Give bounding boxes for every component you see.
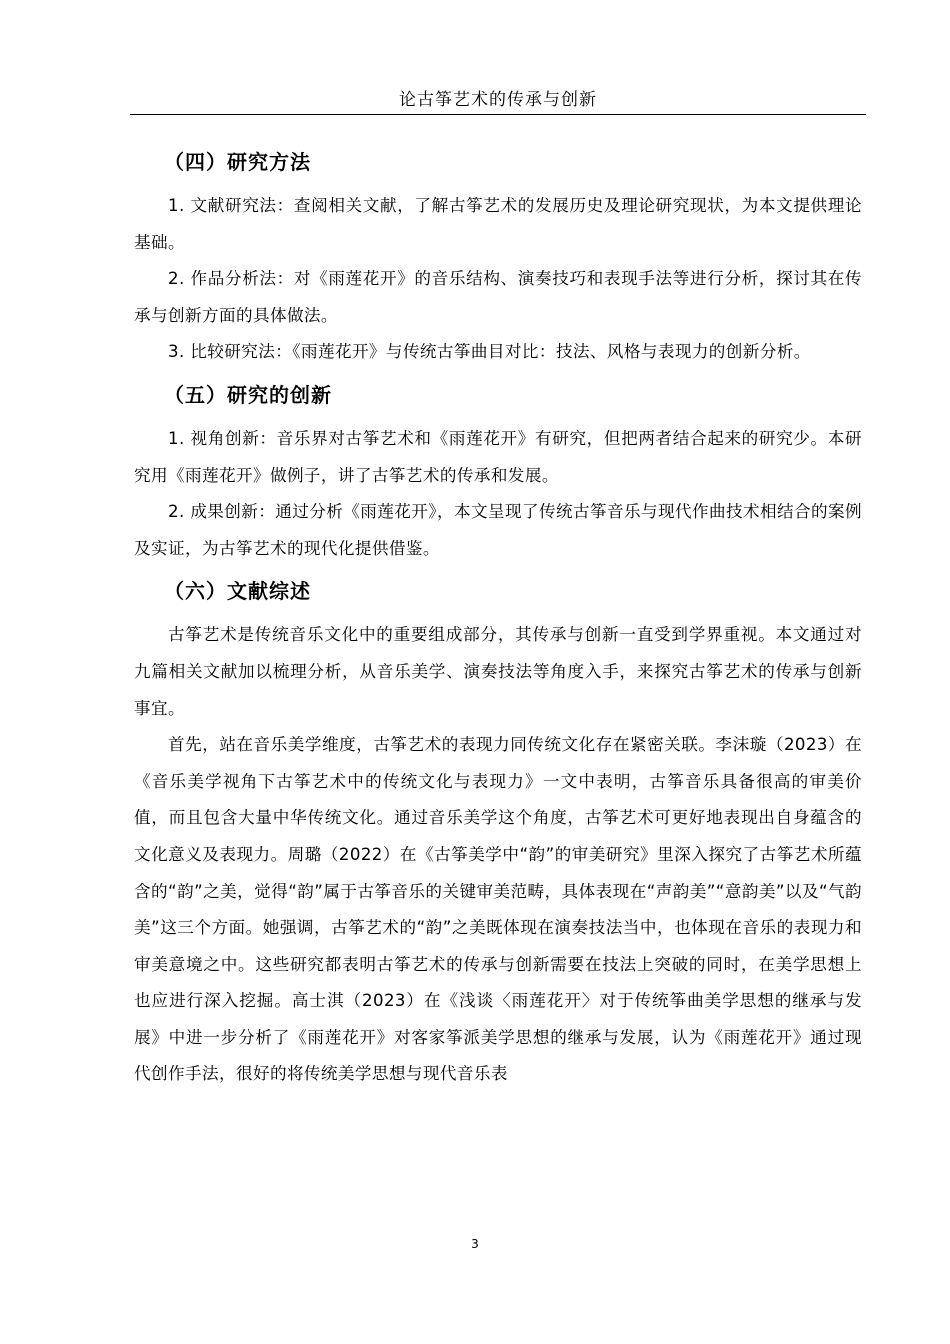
paragraph-perspective-innovation: 1. 视角创新：音乐界对古筝艺术和《雨莲花开》有研究，但把两者结合起来的研究少。本研究用《雨莲花开》做例子，讲了古筝艺术的传承和发展。	[134, 428, 862, 485]
section-heading-innovation: （五）研究的创新	[164, 382, 332, 407]
running-header-title: 论古筝艺术的传承与创新	[399, 90, 597, 110]
paragraph-literature-method: 1. 文献研究法：查阅相关文献，了解古筝艺术的发展历史及理论研究现状，为本文提供理论基础。	[134, 196, 862, 252]
paragraph-outcome-innovation: 2. 成果创新：通过分析《雨莲花开》，本文呈现了传统古筝音乐与现代作曲技术相结合的案例及实证，为古筝艺术的现代化提供借鉴。	[134, 502, 862, 558]
paragraph-review-intro: 古筝艺术是传统音乐文化中的重要组成部分，其传承与创新一直受到学界重视。本文通过对九篇相关文献加以梳理分析，从音乐美学、演奏技法等角度入手，来探究古筝艺术的传承与创新事宜。	[134, 625, 862, 718]
page-number: 3	[471, 1237, 479, 1251]
header-divider	[130, 114, 866, 115]
paragraph-work-analysis-method: 2. 作品分析法：对《雨莲花开》的音乐结构、演奏技巧和表现手法等进行分析，探讨其在传承与创新方面的具体做法。	[134, 269, 862, 325]
section-heading-literature-review: （六）文献综述	[164, 579, 311, 604]
paragraph-comparative-method: 3. 比较研究法：《雨莲花开》与传统古筝曲目对比：技法、风格与表现力的创新分析。	[168, 342, 811, 362]
paragraph-review-aesthetics: 首先，站在音乐美学维度，古筝艺术的表现力同传统文化存在紧密关联。李沫璇（2023）在《音乐美学视角下古筝艺术中的传统文化与表现力》一文中表明，古筝音乐具备很高的审美价值，而且包含大量中华传统文化。通过音乐美学这个角度，古筝艺术可更好地表现出自身蕴含的文化意义及表现力。周璐（2022）在《古筝美学中“韵”的审美研究》里深入探究了古筝艺术所蕴含的“韵”之美，觉得“韵”属于古筝音乐的关键审美范畴，具体表现在“声韵美”“意韵美”以及“气韵美”这三个方面。她强调，古筝艺术的“韵”之美既体现在演奏技法当中，也体现在音乐的表现力和审美意境之中。这些研究都表明古筝艺术的传承与创新需要在技法上突破的同时，在美学思想上也应进行深入挖掘。高士淇（2023）在《浅谈〈雨莲花开〉对于传统筝曲美学思想的继承与发展》中进一步分析了《雨莲花开》对客家筝派美学思想的继承与发展，认为《雨莲花开》通过现代创作手法，很好的将传统美学思想与现代音乐表	[134, 735, 862, 1084]
page-body	[134, 138, 862, 1093]
section-heading-methods: （四）研究方法	[164, 150, 311, 174]
